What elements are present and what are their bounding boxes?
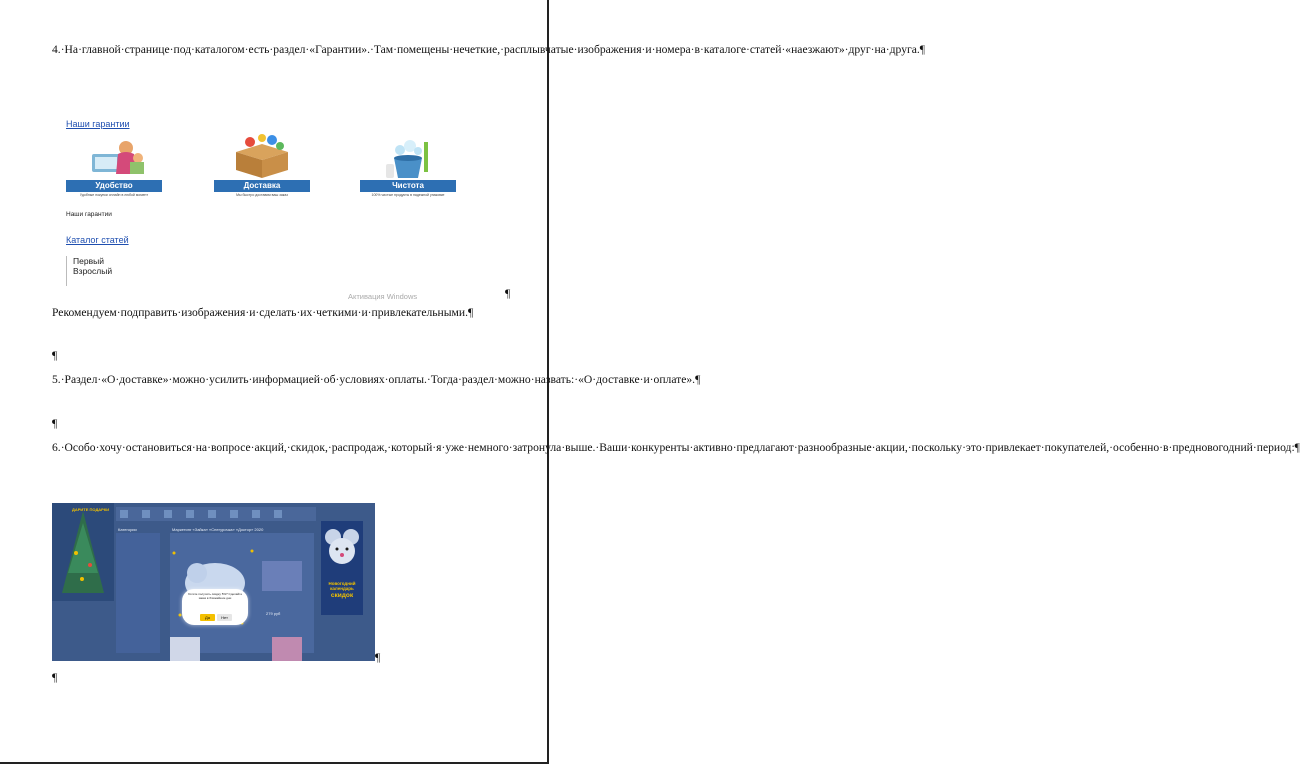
paragraph-6: 6.·Особо·хочу·остановиться·на·вопросе·акций,·скидок,·распродаж,·который·я·уже·немного·затронула·выше.·Ваши·конкуренты·активно·предлагают·разнообразные·акции,·поскольку·это·привлекает·покупателей,·особенно·в·предновогодний·период:¶	[52, 441, 1300, 454]
empty-paragraph: ¶	[52, 671, 58, 684]
paragraph-recommendation: Рекомендуем·подправить·изображения·и·сделать·их·четкими·и·привлекательными.¶	[52, 306, 474, 319]
discount-dialog	[182, 589, 248, 625]
guarantee-card-delivery	[214, 134, 310, 204]
card-subtitle: Удобные покупки онлайн в любой момент	[79, 193, 149, 197]
empty-paragraph: ¶	[52, 349, 58, 362]
paragraph-4: 4.·На·главной·странице·под·каталогом·есть·раздел·«Гарантии».·Там·помещены·нечеткие,·расплывчатые·изображения·и·номера·в·каталоге·статей·«наезжают»·друг·на·друга.¶	[52, 43, 926, 56]
pilcrow-mark: ¶	[375, 651, 381, 664]
promo-banner-top: ДАРИТЕ ПОДАРКИ	[72, 507, 110, 512]
dialog-yes-button[interactable]: Да	[200, 614, 215, 621]
guarantees-link: Наши гарантии	[66, 119, 130, 129]
promo-screenshot	[52, 503, 375, 661]
article-entry	[66, 256, 112, 286]
catalog-link: Каталог статей	[66, 235, 129, 245]
delivery-box-icon	[214, 134, 310, 182]
calendar-banner	[321, 521, 363, 615]
calendar-sale: скидок	[330, 592, 354, 599]
article-line-2: Взрослый	[73, 266, 113, 276]
card-subtitle: Мы быстро доставим ваш заказ	[236, 193, 288, 197]
mouse-mascot-icon	[321, 521, 363, 577]
activation-watermark: Активация Windows	[348, 292, 418, 301]
promo-categories: Категории	[118, 527, 137, 532]
empty-paragraph: ¶	[52, 417, 58, 430]
card-title: Удобство	[66, 180, 162, 192]
promo-price: 279 руб	[266, 611, 281, 616]
guarantees-caption: Наши гарантии	[66, 211, 112, 218]
convenience-illustration-icon	[66, 134, 162, 182]
card-subtitle: 100% чистые продукты в надежной упаковке	[371, 193, 445, 197]
dialog-question: Хотите получить скидку 5%? Сделайте заказ в ближайшие дни	[187, 592, 243, 600]
guarantee-card-convenience	[66, 134, 162, 204]
calendar-title: Новогодний календарь	[328, 581, 356, 591]
card-title: Чистота	[360, 180, 456, 192]
guarantee-card-cleanliness	[360, 134, 456, 204]
guarantees-screenshot	[52, 110, 512, 300]
pilcrow-mark: ¶	[505, 287, 511, 300]
paragraph-5: 5.·Раздел·«О·доставке»·можно·усилить·информацией·об·условиях·оплаты.·Тогда·раздел·можно·назвать:·«О·доставке·и·оплате».¶	[52, 373, 701, 386]
card-title: Доставка	[214, 180, 310, 192]
article-line-1: Первый	[73, 256, 104, 266]
cleanliness-bucket-icon	[360, 134, 456, 182]
dialog-no-button[interactable]: Нет	[217, 614, 232, 621]
promo-header: Маркетинг «Зайка» «Снегурочка» «Доктор» 2020	[172, 527, 264, 532]
